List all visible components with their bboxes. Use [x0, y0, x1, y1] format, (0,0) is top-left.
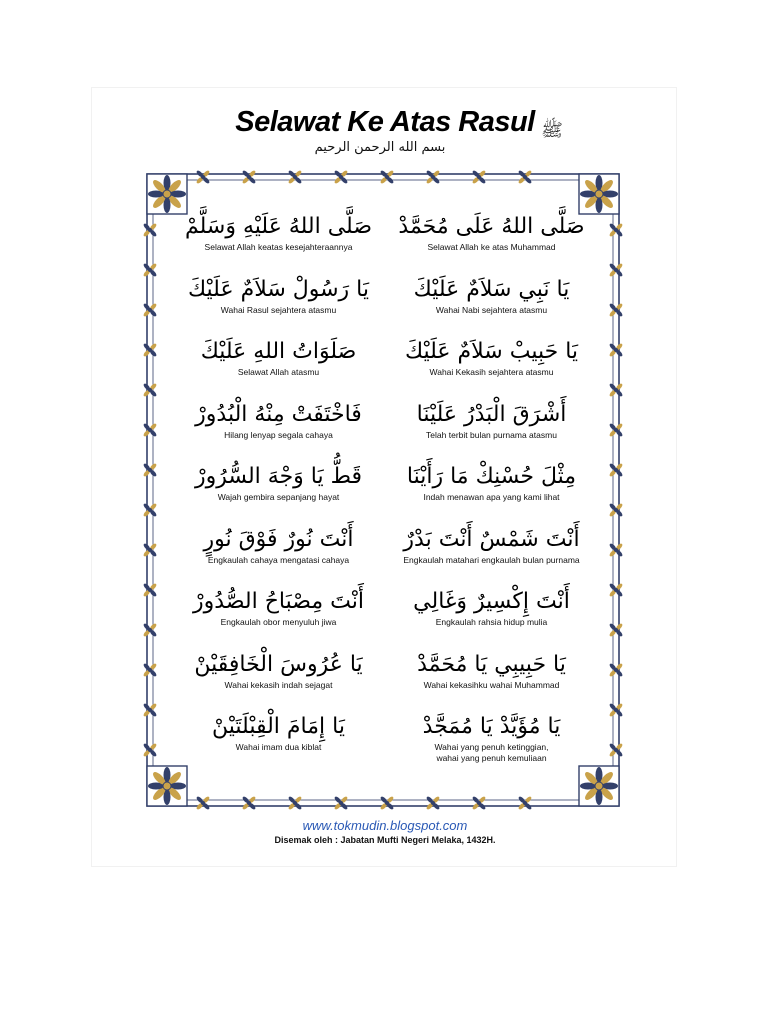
flower-center — [148, 388, 152, 392]
arabic-verse: قَطُّ يَا وَجْهَ السُّرُورْ — [194, 464, 363, 489]
selawat-verses — [176, 212, 594, 792]
corner-medallion — [147, 174, 187, 214]
medallion-center — [163, 782, 171, 790]
verse-row — [176, 212, 594, 274]
flower-center — [201, 801, 205, 805]
floral-motif — [518, 796, 533, 811]
floral-motif — [143, 623, 158, 638]
floral-motif — [609, 703, 624, 718]
arabic-verse: يَا إِمَامَ الْقِبْلَتَيْنْ — [212, 714, 345, 739]
floral-motif — [609, 583, 624, 598]
verse-row — [176, 587, 594, 649]
floral-motif — [609, 743, 624, 758]
verse-right — [389, 275, 594, 316]
verse-left — [176, 212, 381, 253]
malay-translation: Selawat Allah ke atas Muhammad — [427, 242, 556, 252]
verse-right — [389, 525, 594, 566]
medallion-center — [163, 190, 171, 198]
flower-center — [148, 308, 152, 312]
flower-center — [614, 428, 618, 432]
basmalah: بسم الله الرحمن الرحيم — [314, 140, 446, 155]
verse-right — [389, 400, 594, 441]
flower-center — [477, 175, 481, 179]
flower-center — [148, 708, 152, 712]
flower-center — [201, 175, 205, 179]
verse-row — [176, 337, 594, 399]
arabic-verse: صَلَّى اللهُ عَلَيْهِ وَسَلَّمْ — [185, 214, 372, 239]
arabic-verse: صَلَوَاتُ اللهِ عَلَيْكَ — [200, 339, 357, 364]
verse-left — [176, 587, 381, 628]
malay-translation: Engkaulah matahari engkaulah bulan purnama — [403, 554, 580, 565]
arabic-verse: فَاخْتَفَتْ مِنْهُ الْبُدُورْ — [195, 401, 362, 427]
floral-motif — [143, 503, 158, 518]
floral-motif — [609, 303, 624, 318]
arabic-verse: يَا عُرُوسَ الْخَافِقَيْنْ — [194, 651, 363, 677]
flower-center — [148, 628, 152, 632]
verse-left — [176, 400, 381, 441]
floral-motif — [143, 463, 158, 478]
flower-center — [148, 508, 152, 512]
medallion-center — [595, 190, 603, 198]
arabic-verse: يَا مُؤَيَّدْ يَا مُمَجَّدْ — [422, 714, 561, 739]
flower-center — [148, 228, 152, 232]
verse-left — [176, 650, 381, 691]
malay-translation: Wahai Kekasih sejahtera atasmu — [429, 367, 554, 377]
floral-motif — [196, 796, 211, 811]
flower-center — [148, 268, 152, 272]
arabic-verse: يَا حَبِيبِي يَا مُحَمَّدْ — [417, 651, 566, 677]
verse-left — [176, 275, 381, 316]
malay-translation: Wahai Rasul sejahtera atasmu — [220, 304, 337, 315]
flower-center — [385, 801, 389, 805]
malay-translation: Engkaulah rahsia hidup mulia — [435, 617, 548, 627]
flower-center — [339, 175, 343, 179]
verse-left — [176, 525, 381, 566]
floral-motif — [609, 503, 624, 518]
footer-url: www.tokmudin.blogspot.com — [302, 818, 468, 833]
flower-center — [247, 801, 251, 805]
floral-motif — [143, 543, 158, 558]
flower-center — [148, 348, 152, 352]
floral-motif — [334, 796, 349, 811]
flower-center — [148, 668, 152, 672]
flower-center — [614, 708, 618, 712]
flower-center — [148, 748, 152, 752]
flower-center — [293, 175, 297, 179]
flower-center — [339, 801, 343, 805]
flower-center — [614, 348, 618, 352]
floral-motif — [609, 383, 624, 398]
flower-center — [148, 428, 152, 432]
floral-motif — [609, 343, 624, 358]
verse-left — [176, 462, 381, 503]
floral-motif — [143, 303, 158, 318]
floral-motif — [143, 703, 158, 718]
floral-motif — [143, 383, 158, 398]
svg-text:ﷺ: ﷺ — [541, 120, 563, 141]
arabic-verse: يَا نَبِي سَلاَمٌ عَلَيْكَ — [413, 276, 570, 302]
floral-motif — [609, 623, 624, 638]
salawat-calligraphy-icon — [536, 117, 568, 141]
flower-center — [148, 468, 152, 472]
flower-center — [614, 388, 618, 392]
flower-center — [148, 588, 152, 592]
malay-translation: Wahai Nabi sejahtera atasmu — [435, 304, 548, 315]
malay-translation: Wahai imam dua kiblat — [235, 742, 322, 752]
floral-motif — [143, 263, 158, 278]
floral-motif — [472, 170, 487, 185]
floral-motif — [609, 663, 624, 678]
floral-motif — [242, 170, 257, 185]
floral-motif — [288, 170, 303, 185]
malay-translation: Selawat Allah keatas kesejahteraannya — [204, 242, 353, 252]
malay-translation: Indah menawan apa yang kami lihat — [423, 492, 560, 502]
floral-motif — [334, 170, 349, 185]
arabic-verse: أَشْرَقَ الْبَدْرُ عَلَيْنَا — [416, 401, 567, 427]
verse-right — [389, 587, 594, 628]
flower-center — [614, 268, 618, 272]
floral-motif — [609, 423, 624, 438]
medallion-center — [595, 782, 603, 790]
malay-translation: Engkaulah obor menyuluh jiwa — [220, 617, 337, 627]
arabic-verse: أَنْتَ نُورٌ فَوْقَ نُورٍ — [203, 526, 354, 552]
floral-motif — [143, 663, 158, 678]
flower-center — [431, 801, 435, 805]
floral-motif — [143, 343, 158, 358]
verse-right — [389, 337, 594, 378]
flower-center — [614, 228, 618, 232]
floral-motif — [143, 743, 158, 758]
arabic-verse: أَنْتَ مِصْبَاحُ الصُّدُورْ — [193, 589, 364, 614]
flower-center — [477, 801, 481, 805]
verse-right — [389, 712, 594, 764]
arabic-verse: أَنْتَ شَمْسٌ أَنْتَ بَدْرٌ — [403, 526, 580, 552]
floral-motif — [426, 796, 441, 811]
flower-center — [247, 175, 251, 179]
arabic-verse: أَنْتَ إِكْسِيرٌ وَغَالِي — [413, 589, 570, 614]
floral-motif — [380, 796, 395, 811]
floral-motif — [143, 223, 158, 238]
flower-center — [614, 668, 618, 672]
verse-row — [176, 650, 594, 712]
malay-translation: Wahai kekasih indah sejagat — [224, 679, 333, 690]
floral-motif — [196, 170, 211, 185]
malay-translation: Selawat Allah atasmu — [237, 367, 320, 377]
malay-translation: Telah terbit bulan purnama atasmu — [426, 429, 557, 440]
verse-row — [176, 275, 594, 337]
flower-center — [614, 628, 618, 632]
floral-motif — [609, 263, 624, 278]
arabic-verse: يَا رَسُولْ سَلاَمٌ عَلَيْكَ — [188, 276, 369, 302]
flower-center — [523, 801, 527, 805]
malay-translation: Wajah gembira sepanjang hayat — [217, 492, 340, 502]
arabic-verse: يَا حَبِيبْ سَلاَمٌ عَلَيْكَ — [404, 339, 579, 364]
flower-center — [614, 308, 618, 312]
flower-center — [523, 175, 527, 179]
footer-vetted-by: Disemak oleh : Jabatan Mufti Negeri Melaka, 1432H. — [274, 835, 496, 845]
verse-row — [176, 712, 594, 774]
floral-motif — [143, 583, 158, 598]
floral-motif — [518, 170, 533, 185]
verse-right — [389, 212, 594, 253]
verse-right — [389, 650, 594, 691]
floral-motif — [380, 170, 395, 185]
page-title: Selawat Ke Atas Rasul — [235, 106, 535, 138]
flower-center — [614, 748, 618, 752]
flower-center — [385, 175, 389, 179]
flower-center — [148, 548, 152, 552]
floral-motif — [288, 796, 303, 811]
floral-motif — [609, 463, 624, 478]
malay-translation: Engkaulah cahaya mengatasi cahaya — [207, 554, 350, 565]
verse-left — [176, 337, 381, 378]
verse-left — [176, 712, 381, 753]
floral-motif — [143, 423, 158, 438]
verse-row — [176, 462, 594, 524]
corner-medallion — [579, 174, 619, 214]
floral-motif — [426, 170, 441, 185]
malay-translation: Hilang lenyap segala cahaya — [224, 429, 333, 440]
floral-motif — [242, 796, 257, 811]
arabic-verse: مِثْلَ حُسْنِكْ مَا رَأَيْنَا — [406, 464, 577, 489]
floral-motif — [472, 796, 487, 811]
verse-row — [176, 400, 594, 462]
floral-motif — [609, 223, 624, 238]
flower-center — [293, 801, 297, 805]
flower-center — [614, 548, 618, 552]
verse-row — [176, 525, 594, 587]
flower-center — [614, 508, 618, 512]
arabic-verse: صَلَّى اللهُ عَلَى مُحَمَّدْ — [398, 214, 585, 239]
flower-center — [614, 468, 618, 472]
verse-right — [389, 462, 594, 503]
flower-center — [431, 175, 435, 179]
malay-translation: Wahai kekasihku wahai Muhammad — [423, 679, 560, 690]
floral-motif — [609, 543, 624, 558]
malay-translation: Wahai yang penuh ketinggian, wahai yang penuh kemuliaan — [434, 742, 549, 763]
flower-center — [614, 588, 618, 592]
